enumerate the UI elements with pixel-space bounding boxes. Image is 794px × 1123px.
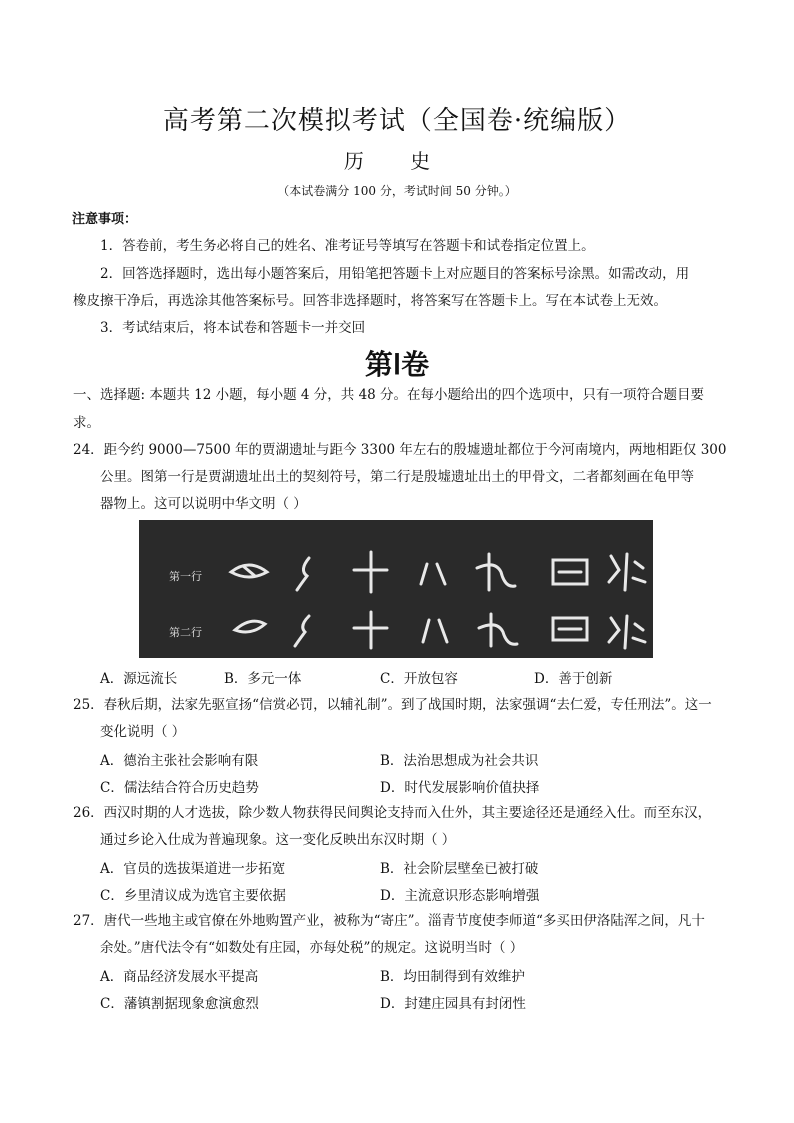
row2-sun-glyph [553,618,587,640]
q27-option-d: D．封建庄园具有封闭性 [380,996,526,1012]
row1-nine-glyph [477,554,515,590]
q24-line-2: 公里。图第一行是贾湖遗址出土的契刻符号，第二行是殷墟遗址出土的甲骨文，二者都刻画在龟甲等 [100,469,694,485]
row2-eye-glyph [235,621,265,632]
q25-option-c: C．儒法结合符合历史趋势 [100,780,259,796]
row2-plant-glyph [609,616,645,648]
row1-plant-glyph [609,554,645,590]
q27-line-2: 余处。”唐代法令有“如数处有庄园，亦每处税”的规定。这说明当时（ ） [100,940,524,956]
q25-line-2: 变化说明（ ） [100,724,186,740]
row2-nine-glyph [479,614,517,646]
row1-eye-glyph [231,565,267,577]
q26-line-1: 26．西汉时期的人才选拔，除少数人物获得民间舆论支持而入仕外，其主要途径还是通经入仕。而至东汉， [73,805,712,821]
notice-heading: 注意事项： [72,212,138,227]
notice-item-3: 3．考试结束后，将本试卷和答题卡一并交回 [100,320,366,336]
q26-line-2: 通过乡论入仕成为普遍现象。这一变化反映出东汉时期（ ） [100,832,456,848]
instructions-line-1: 一、选择题: 本题共 12 小题，每小题 4 分，共 48 分。在每小题给出的四个选项中，只有一项符合题目要 [73,387,705,403]
q24-option-a: A．源远流长 [100,671,178,687]
q25-option-a: A．德治主张社会影响有限 [100,753,259,769]
glyph-strokes [139,520,653,658]
row2-cross-glyph [354,612,387,648]
q25-line-1: 25．春秋后期，法家先驱宣扬“信赏必罚，以辅礼制”。到了战国时期，法家强调“去仁爱，专任刑法”。这一 [73,697,712,713]
row1-eight-glyph [421,564,445,584]
figure-row-1-label: 第一行 [169,570,202,583]
q26-option-b: B．社会阶层壁垒已被打破 [380,861,539,877]
q26-option-a: A．官员的选拔渠道进一步拓宽 [100,861,286,877]
q26-option-d: D．主流意识形态影响增强 [380,888,540,904]
row1-sun-glyph [553,560,587,584]
q27-option-b: B．均田制得到有效维护 [380,969,525,985]
exam-title: 高考第二次模拟考试（全国卷·统编版） [162,106,632,136]
q24-option-d: D．善于创新 [534,671,613,687]
figure-row-2-label: 第二行 [169,626,202,639]
row2-eight-glyph [423,620,447,642]
notice-item-2-line-2: 橡皮擦干净后，再选涂其他答案标号。回答非选择题时，将答案写在答题卡上。写在本试卷上无效。 [73,293,667,309]
row1-hook-glyph [297,558,309,590]
section-title: 第Ⅰ卷 [364,350,430,381]
notice-item-1: 1．答卷前，考生务必将自己的姓名、准考证号等填写在答题卡和试卷指定位置上。 [100,238,595,254]
q27-option-a: A．商品经济发展水平提高 [100,969,259,985]
q24-option-c: C．开放包容 [380,671,458,687]
oracle-script-figure [139,520,653,658]
notice-item-2-line-1: 2．回答选择题时，选出每小题答案后，用铅笔把答题卡上对应题目的答案标号涂黑。如需改动，用 [100,266,690,282]
q24-option-b: B．多元一体 [224,671,302,687]
q27-line-1: 27．唐代一些地主或官僚在外地购置产业，被称为“寄庄”。淄青节度使李师道“多买田伊洛陆浑之间，凡十 [73,913,705,929]
q25-option-b: B．法治思想成为社会共识 [380,753,539,769]
q24-line-1: 24．距今约 9000—7500 年的贾湖遗址与距今 3300 年左右的殷墟遗址都位于今河南境内，两地相距仅 300 [73,442,727,458]
subject-title: 历 史 [343,149,451,173]
q24-line-3: 器物上。这可以说明中华文明（ ） [100,496,307,512]
q25-option-d: D．时代发展影响价值抉择 [380,780,540,796]
q26-option-c: C．乡里清议成为选官主要依据 [100,888,286,904]
row2-hook-glyph [295,616,309,646]
q27-option-c: C．藩镇割据现象愈演愈烈 [100,996,259,1012]
instructions-line-2: 求。 [73,415,100,431]
row1-cross-glyph [354,552,387,592]
exam-info: （本试卷满分 100 分，考试时间 50 分钟。） [277,184,517,198]
